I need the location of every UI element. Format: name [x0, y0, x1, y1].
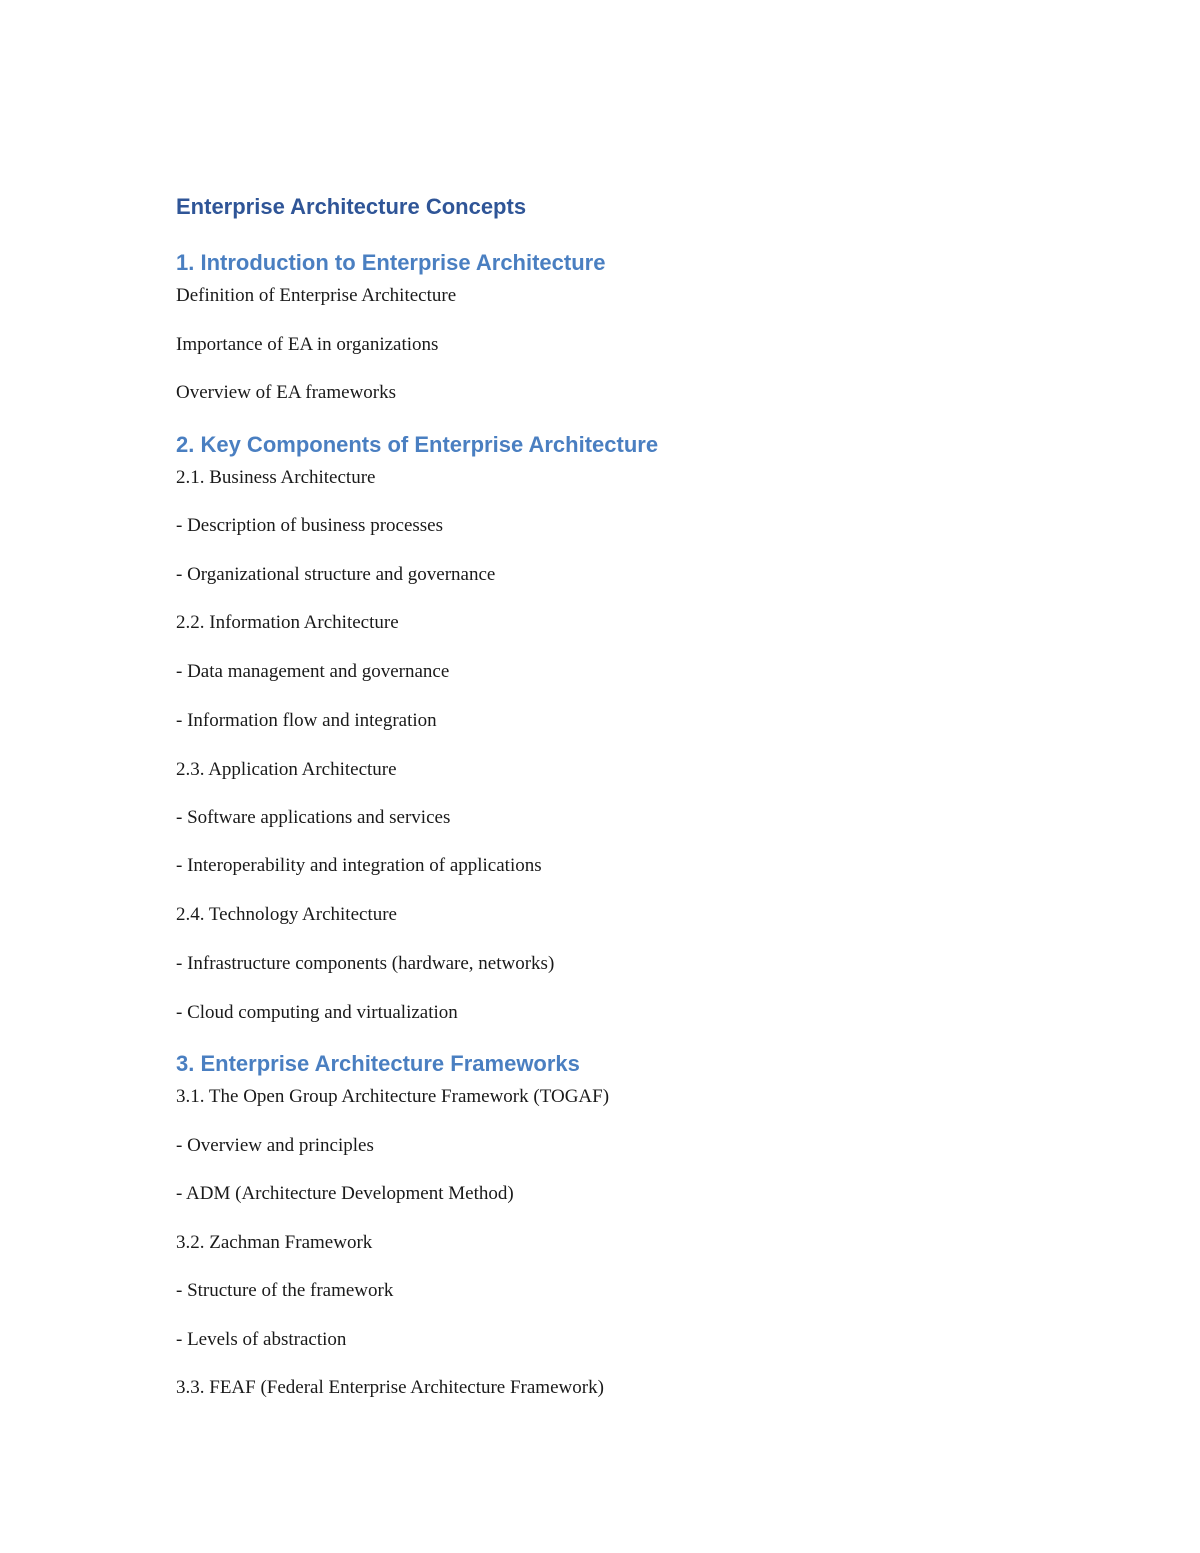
section-1-line: Importance of EA in organizations [176, 334, 439, 355]
section-2-line: 2.1. Business Architecture [176, 467, 376, 488]
section-2-line: - Data management and governance [176, 661, 450, 682]
section-2-line: - Description of business processes [176, 515, 444, 536]
section-2-line: - Software applications and services [176, 807, 451, 828]
section-3-line: - Structure of the framework [176, 1280, 394, 1301]
section-2-line: 2.2. Information Architecture [176, 612, 399, 633]
section-2-line: - Cloud computing and virtualization [176, 1002, 458, 1023]
section-3-line: - ADM (Architecture Development Method) [176, 1183, 514, 1204]
section-3-line: 3.1. The Open Group Architecture Framework (TOGAF) [176, 1086, 610, 1107]
section-3-line: 3.3. FEAF (Federal Enterprise Architecture Framework) [176, 1377, 604, 1398]
section-1-line: Overview of EA frameworks [176, 382, 397, 403]
section-3-line: 3.2. Zachman Framework [176, 1232, 373, 1253]
section-2-line: 2.4. Technology Architecture [176, 904, 397, 925]
section-2-line: - Organizational structure and governance [176, 564, 496, 585]
section-3-line: - Levels of abstraction [176, 1329, 347, 1350]
section-1-line: Definition of Enterprise Architecture [176, 285, 457, 306]
section-1-heading: 1. Introduction to Enterprise Architecture [176, 250, 606, 275]
section-2-line: 2.3. Application Architecture [176, 759, 397, 780]
section-3-line: - Overview and principles [176, 1135, 374, 1156]
section-2-line: - Infrastructure components (hardware, networks) [176, 953, 555, 974]
section-2-line: - Interoperability and integration of applications [176, 855, 542, 876]
document-title: Enterprise Architecture Concepts [176, 194, 527, 219]
section-3-heading: 3. Enterprise Architecture Frameworks [176, 1051, 580, 1076]
section-2-line: - Information flow and integration [176, 710, 437, 731]
section-2-heading: 2. Key Components of Enterprise Architecture [176, 432, 659, 457]
